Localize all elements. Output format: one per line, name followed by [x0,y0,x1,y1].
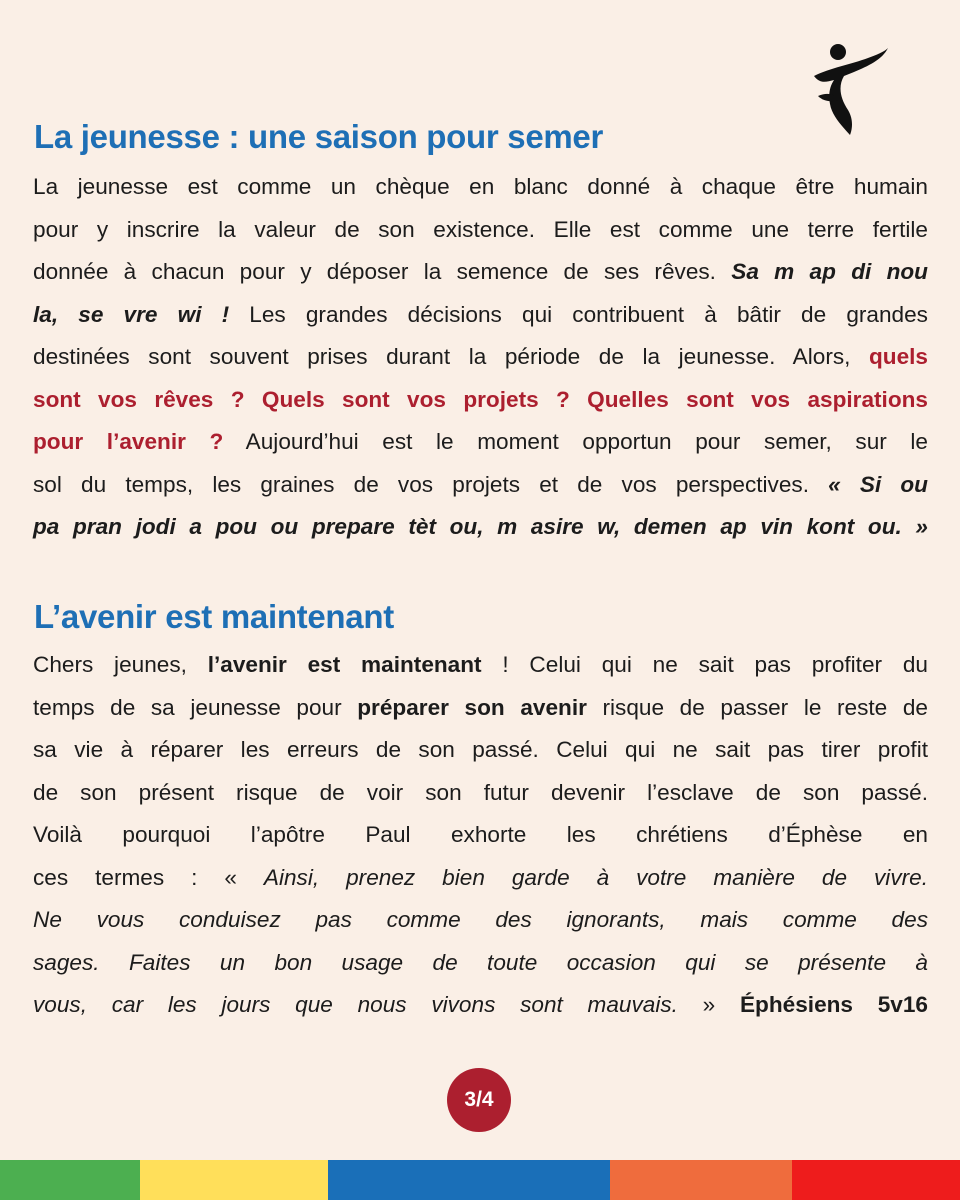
color-stripe [140,1160,328,1200]
paragraph-line [33,644,928,687]
text-run-pre: de son présent risque de voir son futur devenir l’esclave de son passé. [33,779,928,805]
text-run-post: Aujourd’hui est le moment opportun pour semer, sur le [223,429,928,454]
paragraph-line [33,421,928,464]
color-stripes [0,1160,960,1200]
text-run-pre: sol du temps, les graines de vos projets et de vos perspectives. [33,471,829,497]
color-stripe [328,1160,610,1200]
paragraph-line [33,729,928,772]
text-run-pre: destinées sont souvent prises durant la période de la jeunesse. Alors, [33,344,869,369]
paragraph-line [33,464,928,507]
paragraph-line [33,336,928,379]
section1-heading: La jeunesse : une saison pour semer [34,118,604,155]
text-run-pre: La jeunesse est comme un chèque en blanc donné à chaque être humain [33,174,928,199]
paragraph-line [33,294,928,337]
text-run-accent: pour l’avenir ? [33,429,224,454]
section2-paragraph [33,644,928,1027]
text-run-em: Sa m ap di nou [731,259,928,284]
color-stripe [792,1160,960,1200]
text-run-em: la, se vre wi ! [33,301,230,327]
color-stripe [0,1160,140,1200]
text-run-pre: donnée à chacun pour y déposer la semence de ses rêves. [33,259,732,284]
text-run-b2: Éphésiens 5v16 [739,992,928,1017]
text-run-post: » [677,992,740,1017]
text-run-it: sages. Faites un bon usage de toute occasion qui se présente à [33,949,928,975]
text-run-accent: quels [868,344,928,369]
section2-heading: L’avenir est maintenant [34,598,394,635]
text-run-it: vous, car les jours que nous vivons sont mauvais. [33,992,678,1017]
running-person-icon [808,40,888,135]
paragraph-line [33,166,928,209]
paragraph-line [33,772,928,815]
text-run-pre: Voilà pourquoi l’apôtre Paul exhorte les chrétiens d’Éphèse en [33,822,928,847]
paragraph-line [33,209,928,252]
text-run-accent: sont vos rêves ? Quels sont vos projets ? Quelles sont vos aspirations [33,386,928,412]
text-run-pre: pour y inscrire la valeur de son existence. Elle est comme une terre fertile [33,216,928,242]
text-run-pre: ces termes : « [33,864,264,890]
section1-paragraph [33,166,928,549]
paragraph-line [33,814,928,857]
paragraph-line [33,506,928,549]
text-run-b: préparer son avenir [357,694,587,720]
text-run-em: pa pran jodi a pou ou prepare tèt ou, m asire w, demen ap vin kont ou. » [33,514,928,539]
paragraph-line [33,899,928,942]
text-run-post: ! Celui qui ne sait pas profiter du [481,652,928,677]
text-run-pre: Chers jeunes, [33,652,208,677]
text-run-it: Ainsi, prenez bien garde à votre manière de vivre. [263,864,928,890]
paragraph-line [33,942,928,985]
text-run-post: Les grandes décisions qui contribuent à bâtir de grandes [229,301,928,327]
text-run-post: risque de passer le reste de [586,694,928,720]
page-indicator-badge: 3/4 [447,1068,511,1132]
text-run-em: « Si ou [828,471,928,497]
paragraph-line [33,984,928,1027]
paragraph-line [33,251,928,294]
paragraph-line [33,687,928,730]
text-run-b: l’avenir est maintenant [207,652,482,677]
paragraph-line [33,857,928,900]
text-run-it: Ne vous conduisez pas comme des ignorants, mais comme des [33,907,928,932]
color-stripe [610,1160,792,1200]
paragraph-line [33,379,928,422]
text-run-pre: sa vie à réparer les erreurs de son passé. Celui qui ne sait pas tirer profit [33,737,928,762]
text-run-pre: temps de sa jeunesse pour [33,694,358,720]
